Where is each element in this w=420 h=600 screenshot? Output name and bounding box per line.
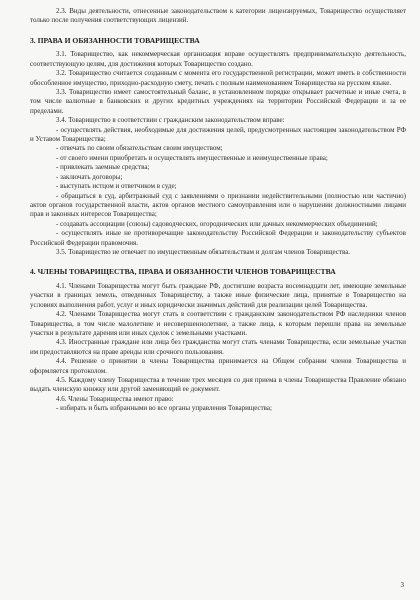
section-3-heading: 3. ПРАВА И ОБЯЗАННОСТИ ТОВАРИЩЕСТВА <box>30 35 200 45</box>
list-item: - создавать ассоциации (союзы) садоводческих, огороднических или дачных некоммерческих объединений; <box>56 219 378 228</box>
paragraph-3-1: 3.1. Товарищество, как некоммерческая организация вправе осуществлять предпринимательскую деятельность, соответствующую целям, для достижения которых Товарищество создано. <box>30 50 406 68</box>
page-number: 3 <box>400 580 404 589</box>
paragraph-4-6-intro: 4.6. Члены Товарищества имеют право: <box>56 394 174 403</box>
paragraph-4-1: 4.1. Членами Товарищества могут быть граждане РФ, достигшие возраста восемнадцати лет, имеющие земельные участки в границах земель, отведенных Товариществу, а также иные физические лица, принятые в Товарищество на условиях выполнения работ, услуг и иных юридически значимых действий для реализации целей Товарищества. <box>30 281 406 309</box>
list-item: - осуществлять иные не противоречащие законодательству Российской Федерации и законодательству субъектов Российской Федерации правомочия. <box>30 229 406 247</box>
paragraph-3-5: 3.5. Товарищество не отвечает по имущественным обязательствам и долгам членов Товарищества. <box>56 247 351 256</box>
paragraph-2-3: 2.3. Виды деятельности, отнесенные законодательством к категории лицензируемых, Товарищество осуществляет только после получения соответствующих лицензий. <box>30 7 406 25</box>
list-item: - привлекать заемные средства; <box>56 163 150 172</box>
list-item: - заключать договоры; <box>56 172 123 181</box>
paragraph-4-3: 4.3. Иностранные граждане или лица без гражданства могут стать членами Товарищества, если земельные участки им предоставляются на праве аренды или срочного пользования. <box>30 338 406 356</box>
list-item: - избирать и быть избранными во все органы управления Товарищества; <box>56 404 272 413</box>
list-item: - осуществлять действия, необходимые для достижения целей, предусмотренных настоящим законодательством РФ и Уставом Товарищества; <box>30 125 406 144</box>
paragraph-3-3: 3.3. Товарищество имеет самостоятельный баланс, в установленном порядке открывает расчетные и иные счета, в том числе валютные в банковских и других кредитных учреждениях на территории Российской Федерации и за ее пределами. <box>30 88 406 115</box>
paragraph-4-2: 4.2. Членами Товарищества могут стать в соответствии с гражданским законодательством РФ наследники членов Товарищества, в том числе малолетние и несовершеннолетние, а также лица, к которым перешли права на земельные участки в результате дарения или иных сделок с земельными участками. <box>30 310 406 337</box>
paragraph-3-4-intro: 3.4. Товарищество в соответствии с гражданским законодательством вправе: <box>56 116 285 125</box>
list-item: - выступать истцом и ответчиком в суде; <box>56 182 177 191</box>
list-item: - отвечать по своим обязательствам своим имуществом; <box>56 144 223 153</box>
paragraph-4-5: 4.5. Каждому члену Товарищества в течение трех месяцев со дня приема в члены Товарищества Правление обязано выдать членскую книжку или другой заменяющий ее документ. <box>30 376 406 394</box>
list-item: - обращаться в суд, арбитражный суд с заявлениями о признании недействительными (полностью или частично) актов органов государственной власти, актов органов местного самоуправления или о нарушении должностными лицами прав и законных интересов Товарищества; <box>30 191 406 219</box>
list-item: - от своего имени приобретать и осуществлять имущественные и неимущественные права; <box>56 153 328 162</box>
paragraph-4-4: 4.4. Решение о принятии в члены Товарищества принимается на Общем собрании членов Товарищества и оформляется протоколом. <box>30 357 406 375</box>
section-4-heading: 4. ЧЛЕНЫ ТОВАРИЩЕСТВА, ПРАВА И ОБЯЗАННОСТИ ЧЛЕНОВ ТОВАРИЩЕСТВА <box>30 267 336 277</box>
paragraph-3-2: 3.2. Товарищество считается созданным с момента его государственной регистрации, может иметь в собственности обособленное имущество, приходно-расходную смету, печать с полным наименованием Товарищества на русском языке. <box>30 69 406 87</box>
